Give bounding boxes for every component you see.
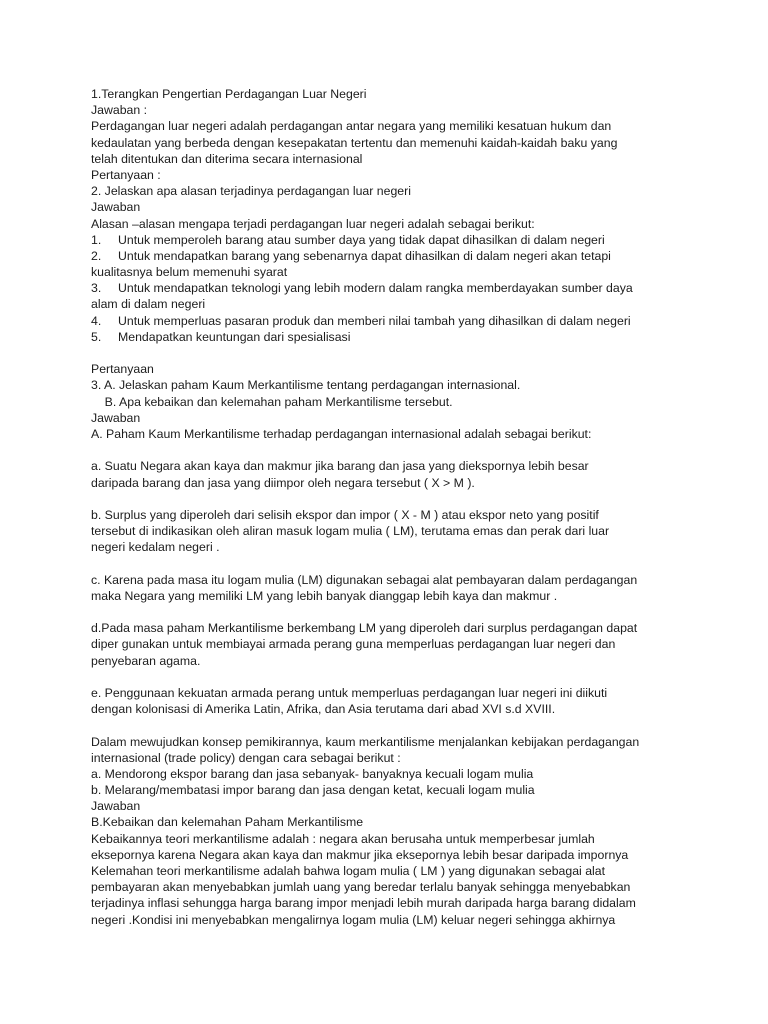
list-item-text: Untuk memperluas pasaran produk dan memberi nilai tambah yang dihasilkan di dalam negeri xyxy=(118,313,631,328)
question-1-title: 1.Terangkan Pengertian Perdagangan Luar Negeri xyxy=(91,87,367,101)
answer-3b-heading: B.Kebaikan dan kelemahan Paham Merkantilisme xyxy=(91,815,364,830)
point-d-text: d.Pada masa paham Merkantilisme berkembang LM yang diperoleh dari surplus perdagangan dapat xyxy=(91,621,638,636)
point-d-text: penyebaran agama. xyxy=(91,653,201,668)
answer-3b-text: negeri .Kondisi ini menyebabkan mengalirnya logam mulia (LM) keluar negeri sehingga akhirnya xyxy=(91,912,616,927)
policy-item-b: b. Melarang/membatasi impor barang dan jasa dengan ketat, kecuali logam mulia xyxy=(91,783,535,798)
point-a-text: daripada barang dan jasa yang diimpor oleh negara tersebut ( X > M ). xyxy=(91,475,475,490)
list-item-continuation: alam di dalam negeri xyxy=(91,297,206,312)
answer-3b-text: eksepornya karena Negara akan kaya dan makmur jika eksepornya lebih besar daripada impornya xyxy=(91,847,629,862)
policy-item-a: a. Mendorong ekspor barang dan jasa sebanyak- banyaknya kecuali logam mulia xyxy=(91,766,534,781)
point-a-text: a. Suatu Negara akan kaya dan makmur jika barang dan jasa yang diekspornya lebih besar xyxy=(91,459,589,474)
point-d-text: diper gunakan untuk membiayai armada perang guna memperluas perdagangan luar negeri dan xyxy=(91,637,616,652)
answer-label: Jawaban : xyxy=(91,103,148,118)
question-label: Pertanyaan : xyxy=(91,167,161,182)
question-3a-title: 3. A. Jelaskan paham Kaum Merkantilisme tentang perdagangan internasional. xyxy=(91,378,521,393)
point-b-text: negeri kedalam negeri . xyxy=(91,540,220,555)
spacer xyxy=(91,669,691,685)
question-2-title: 2. Jelaskan apa alasan terjadinya perdagangan luar negeri xyxy=(91,184,411,199)
policy-text: Dalam mewujudkan konsep pemikirannya, kaum merkantilisme menjalankan kebijakan perdagangan xyxy=(91,734,640,749)
answer-label: Jawaban xyxy=(91,410,141,425)
policy-text: internasional (trade policy) dengan cara sebagai berikut : xyxy=(91,750,401,765)
answer-1-text: Perdagangan luar negeri adalah perdagangan antar negara yang memiliki kesatuan hukum dan xyxy=(91,119,612,134)
question-3b-title: B. Apa kebaikan dan kelemahan paham Merkantilisme tersebut. xyxy=(91,394,453,409)
list-item-number: 3. xyxy=(91,281,102,296)
spacer xyxy=(91,717,691,733)
list-item xyxy=(91,313,691,329)
answer-3b-text: terjadinya inflasi sehungga harga barang impor menjadi lebih murah daripada harga barang didalam xyxy=(91,896,636,911)
spacer xyxy=(91,491,691,507)
list-item-number: 5. xyxy=(91,329,102,344)
list-item-continuation: kualitasnya belum memenuhi syarat xyxy=(91,265,288,280)
spacer xyxy=(91,442,691,458)
list-item-number: 4. xyxy=(91,313,102,328)
point-e-text: dengan kolonisasi di Amerika Latin, Afrika, dan Asia terutama dari abad XVI s.d XVIII. xyxy=(91,702,556,717)
point-b-text: tersebut di indikasikan oleh aliran masuk logam mulia ( LM), terutama emas dan perak dari luar xyxy=(91,524,610,539)
answer-2-intro: Alasan –alasan mengapa terjadi perdagangan luar negeri adalah sebagai berikut: xyxy=(91,216,535,231)
answer-label: Jawaban xyxy=(91,799,141,814)
spacer xyxy=(91,555,691,571)
point-c-text: maka Negara yang memiliki LM yang lebih banyak dianggap lebih kaya dan makmur . xyxy=(91,588,558,603)
list-item-text: Mendapatkan keuntungan dari spesialisasi xyxy=(118,329,351,344)
list-item-text: Untuk mendapatkan barang yang sebenarnya dapat dihasilkan di dalam negeri akan tetapi xyxy=(118,248,611,263)
answer-3b-text: pembayaran akan menyebabkan jumlah uang yang beredar terlalu banyak sehingga menyebabkan xyxy=(91,880,631,895)
answer-1-text: telah ditentukan dan diterima secara internasional xyxy=(91,151,363,166)
point-b-text: b. Surplus yang diperoleh dari selisih ekspor dan impor ( X - M ) atau ekspor neto yang positif xyxy=(91,507,599,522)
document-body xyxy=(91,86,691,928)
answer-3a-intro: A. Paham Kaum Merkantilisme terhadap perdagangan internasional adalah sebagai berikut: xyxy=(91,426,592,441)
list-item-number: 2. xyxy=(91,248,102,263)
answer-1-text: kedaulatan yang berbeda dengan kesepakatan tertentu dan memenuhi kaidah-kaidah baku yang xyxy=(91,135,618,150)
answer-3b-text: Kebaikannya teori merkantilisme adalah : negara akan berusaha untuk memperbesar jumlah xyxy=(91,831,595,846)
list-item-text: Untuk memperoleh barang atau sumber daya yang tidak dapat dihasilkan di dalam negeri xyxy=(118,232,605,247)
list-item-text: Untuk mendapatkan teknologi yang lebih modern dalam rangka memberdayakan sumber daya xyxy=(118,281,633,296)
answer-label: Jawaban xyxy=(91,200,141,215)
spacer xyxy=(91,604,691,620)
point-c-text: c. Karena pada masa itu logam mulia (LM) digunakan sebagai alat pembayaran dalam perdagangan xyxy=(91,572,638,587)
question-label: Pertanyaan xyxy=(91,362,154,377)
answer-3b-text: Kelemahan teori merkantilisme adalah bahwa logam mulia ( LM ) yang digunakan sebagai alat xyxy=(91,864,606,878)
list-item xyxy=(91,280,691,296)
list-item-number: 1. xyxy=(91,232,102,247)
list-item xyxy=(91,248,691,264)
list-item xyxy=(91,329,691,345)
point-e-text: e. Penggunaan kekuatan armada perang untuk memperluas perdagangan luar negeri ini diikuti xyxy=(91,685,608,700)
spacer xyxy=(91,345,691,361)
list-item xyxy=(91,232,691,248)
